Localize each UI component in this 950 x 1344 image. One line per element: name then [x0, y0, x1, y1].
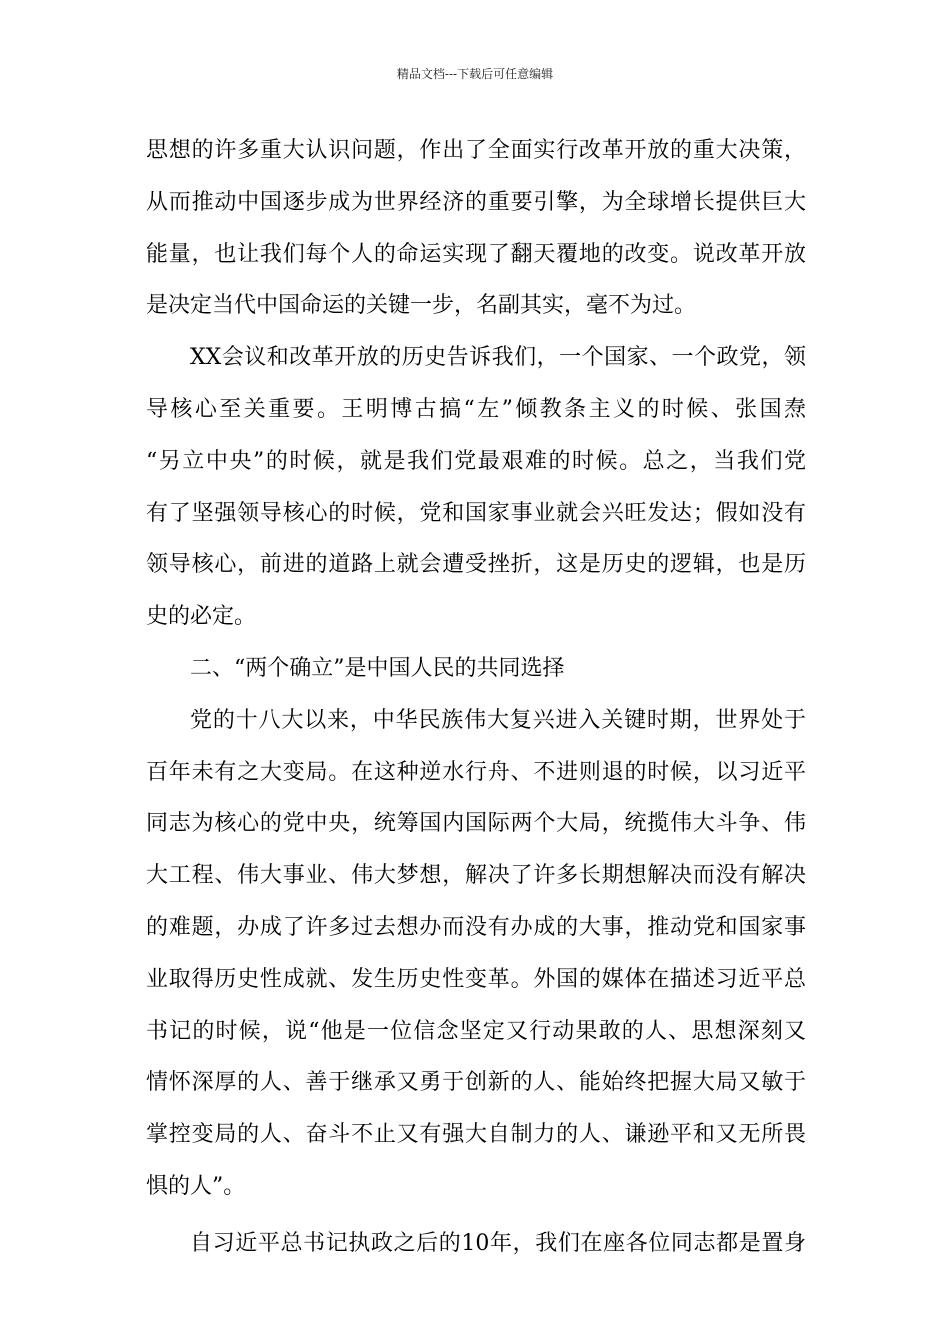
paragraph-line: 大工程、伟大事业、伟大梦想，解决了许多长期想解决而没有解决 — [146, 863, 806, 889]
paragraph-line: 惧的人”。 — [146, 1173, 246, 1199]
paragraph-line: 掌控变局的人、奋斗不止又有强大自制力的人、谦逊平和又无所畏 — [146, 1122, 806, 1148]
paragraph-line: 思想的许多重大认识问题，作出了全面实行改革开放的重大决策， — [146, 138, 806, 163]
paragraph-line: 史的必定。 — [146, 604, 257, 630]
document-body — [146, 125, 806, 1270]
section-heading: 二、“两个确立”是中国人民的共同选择 — [190, 655, 565, 681]
paragraph-line: 业取得历史性成就、发生历史性变革。外国的媒体在描述习近平总 — [146, 966, 806, 992]
paragraph-line: 能量，也让我们每个人的命运实现了翻天覆地的改变。说改革开放 — [146, 241, 806, 267]
paragraph-line: 自习近平总书记执政之后的10年，我们在座各位同志都是置身 — [190, 1230, 806, 1256]
paragraph-line: 党的十八大以来，中华民族伟大复兴进入关键时期，世界处于 — [190, 707, 806, 733]
paragraph-line: 领导核心，前进的道路上就会遭受挫折，这是历史的逻辑，也是历 — [146, 552, 806, 578]
paragraph-line: 书记的时候，说“他是一位信念坚定又行动果敢的人、思想深刻又 — [146, 1018, 806, 1044]
paragraph-line: 从而推动中国逐步成为世界经济的重要引擎，为全球增长提供巨大 — [146, 189, 806, 215]
paragraph-line: 导核心至关重要。王明博古搞“左”倾教条主义的时候、张国焘 — [146, 396, 806, 422]
paragraph-line: 是决定当代中国命运的关键一步，名副其实，毫不为过。 — [146, 293, 697, 319]
page-header: 精品文档---下载后可任意编辑 — [396, 67, 554, 81]
paragraph-line: 的难题，办成了许多过去想办而没有办成的大事，推动党和国家事 — [146, 914, 806, 940]
paragraph-line: XX会议和改革开放的历史告诉我们，一个国家、一个政党，领 — [190, 345, 806, 371]
paragraph-line: 百年未有之大变局。在这种逆水行舟、不进则退的时候，以习近平 — [146, 759, 806, 785]
paragraph-line: “另立中央”的时候，就是我们党最艰难的时候。总之，当我们党 — [146, 448, 806, 474]
paragraph-line: 同志为核心的党中央，统筹国内国际两个大局，统揽伟大斗争、伟 — [146, 811, 806, 837]
paragraph-line: 情怀深厚的人、善于继承又勇于创新的人、能始终把握大局又敏于 — [146, 1070, 806, 1096]
paragraph-line: 有了坚强领导核心的时候，党和国家事业就会兴旺发达；假如没有 — [146, 500, 806, 526]
